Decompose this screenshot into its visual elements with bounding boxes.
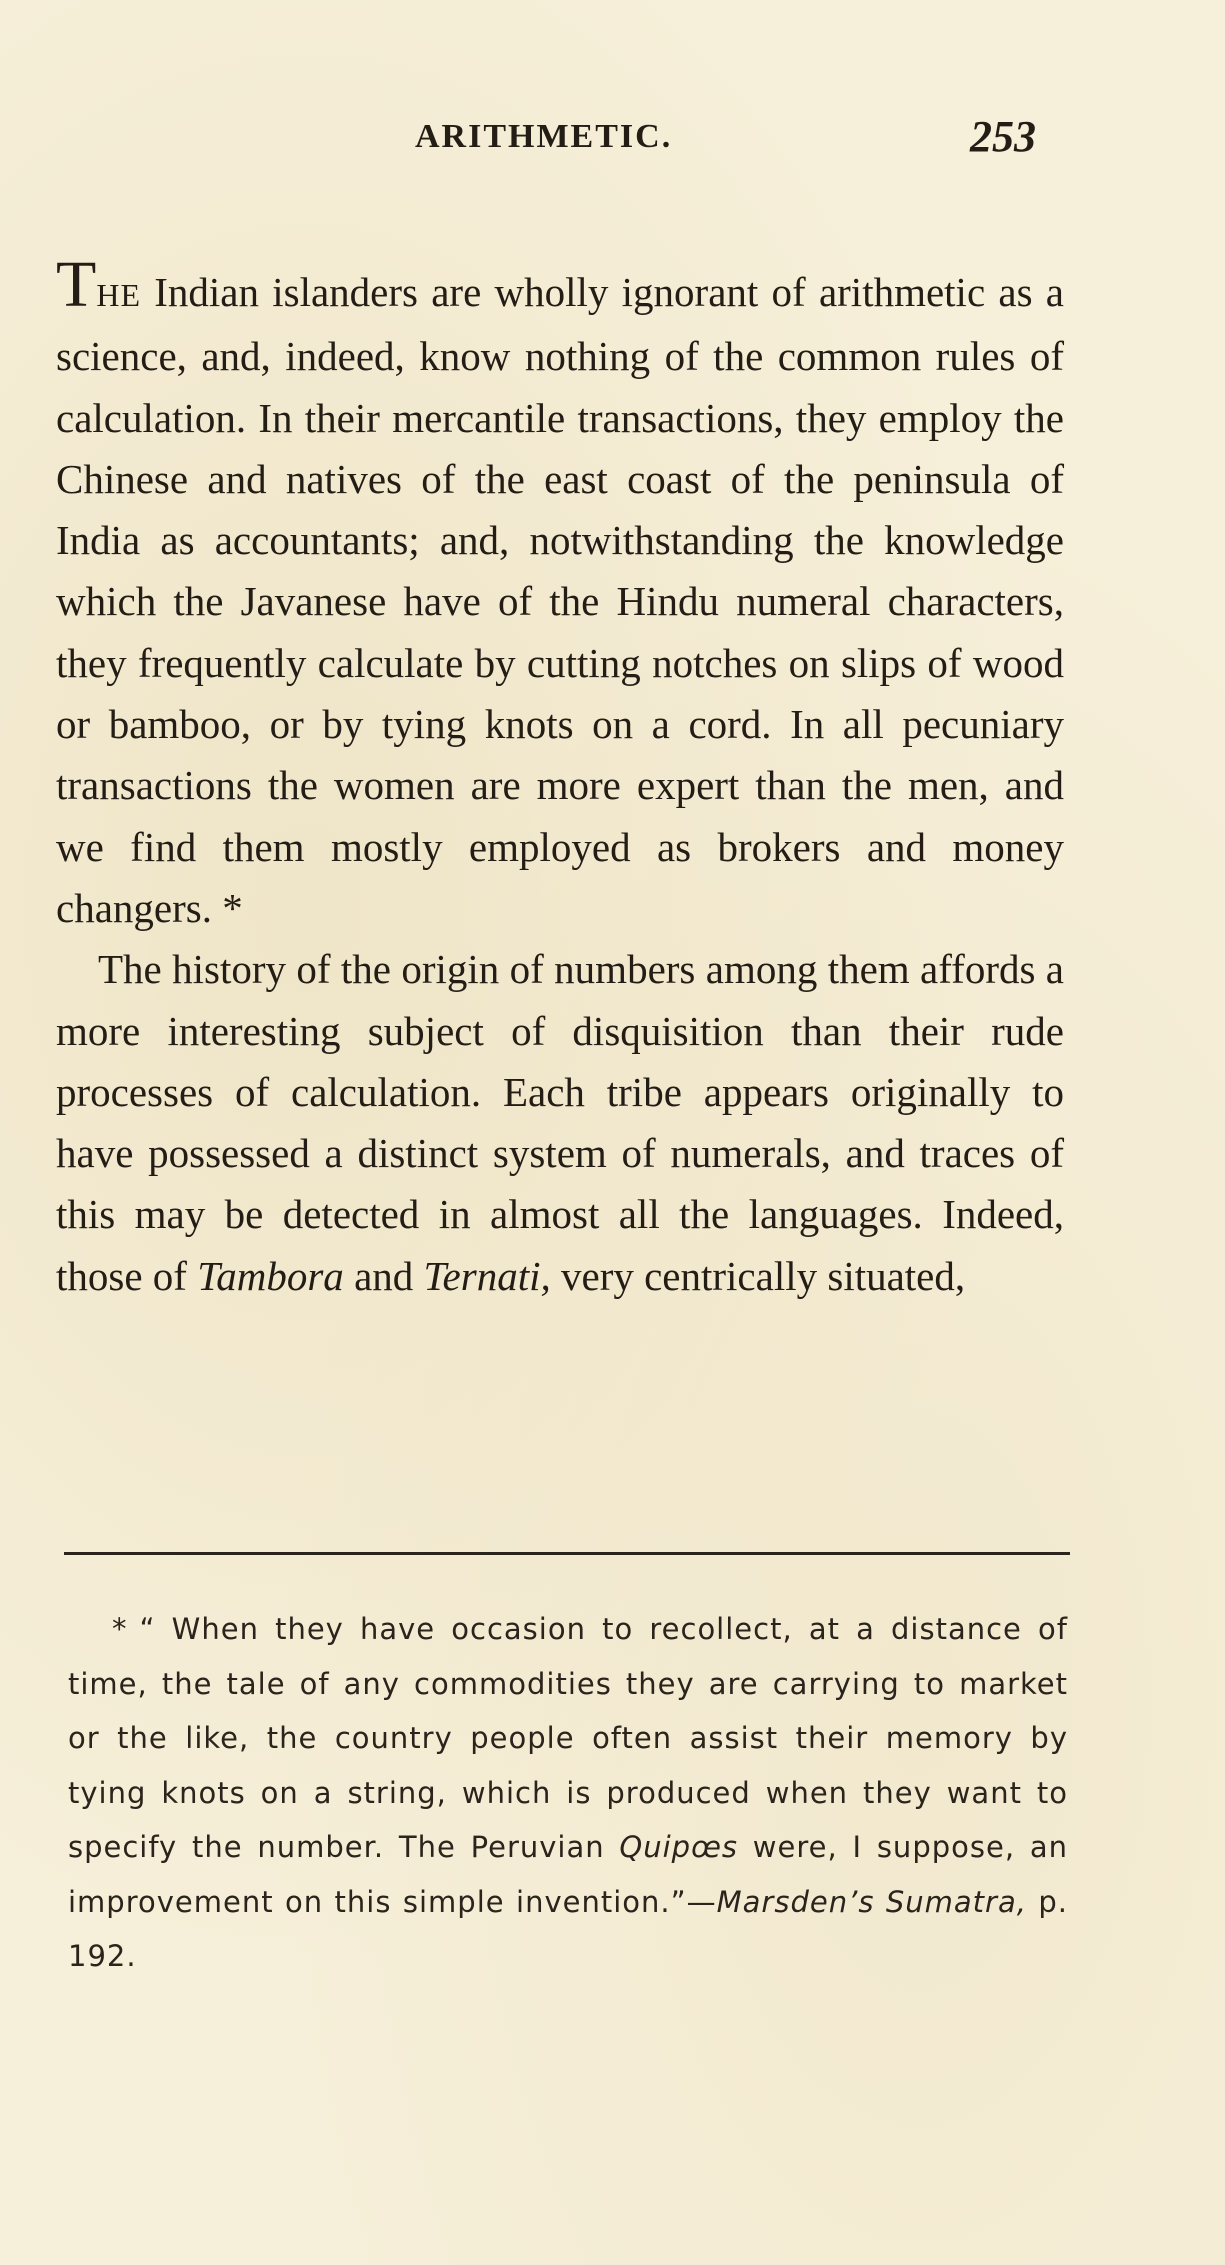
body-text [56,248,1064,1307]
footnote-marker: * [112,1612,128,1646]
paragraph-2-text-before: The history of the origin of numbers among them affords a more interesting subject of disquisition than their rude processes of calculation. Each tribe appears originally to have possessed a distinct system of numerals, and traces of this may be detected in almost all the languages. Indeed, those of [56,946,1064,1299]
footnote-source: Marsden’s Sumatra, [716,1884,1027,1919]
footnote-quipus: Quipœs [619,1830,738,1864]
place-name-ternati: Ternati, [423,1252,551,1299]
running-head [0,112,1225,162]
running-title: ARITHMETIC. [415,118,673,155]
footnote-paragraph [68,1602,1068,1984]
paragraph-1 [56,248,1064,939]
paragraph-2 [56,939,1064,1307]
footnote-text-middle: were, I suppose, an improvement on this simple invention.”— [68,1830,1068,1919]
page-number: 253 [970,112,1036,161]
footnote-divider [64,1552,1070,1555]
small-caps-word: HE [96,277,141,313]
place-name-tambora: Tambora [197,1252,344,1299]
drop-cap: T [56,248,97,321]
footnote-text-before: “ When they have occasion to recollect, at a distance of time, the tale of any commodities they are carrying to market or the like, the country people often assist their memory by tying knots on a string, which is produced when they want to specify the number. The Peruvian [68,1612,1068,1864]
paragraph-1-text: Indian islanders are wholly ignorant of arithmetic as a science, and, indeed, know nothing of the common rules of calculation. In their mercantile transactions, they employ the Chinese and natives of the east coast of the peninsula of India as accountants; and, notwithstanding the knowledge which the Javanese have of the Hindu numeral characters, they frequently calculate by cutting notches on slips of wood or bamboo, or by tying knots on a cord. In all pecuniary transactions the women are more expert than the men, and we find them mostly employed as brokers and money changers. * [56,269,1064,931]
paragraph-2-text-after: very centrically situated, [550,1252,966,1299]
footnote-text-after: p. 192. [68,1884,1068,1973]
footnote [68,1602,1068,1984]
paragraph-2-and: and [343,1252,424,1299]
